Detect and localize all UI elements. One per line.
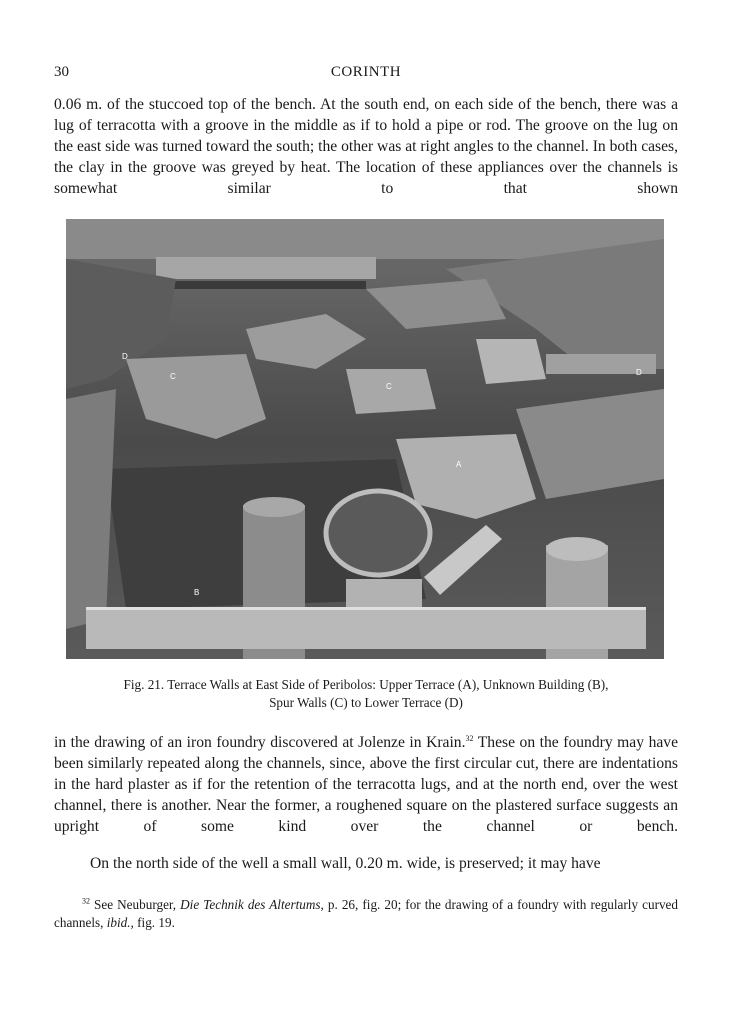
- label-a: A: [456, 460, 462, 469]
- spur-wall-c-middle: [346, 369, 436, 414]
- footnote-title-1: Die Technik des Altertums,: [180, 897, 324, 912]
- paragraph-1: 0.06 m. of the stuccoed top of the bench. At the south end, on each side of the bench, there was a lug of terracotta with a groove in the middle as if to hold a pipe or rod. The groove on the lug on the east side was turned toward the south; the other was at right angles to the channel. In both cases, the clay in the groove was greyed by heat. The location of these appliances over the channels is somewhat similar to that shown: [54, 96, 679, 197]
- paragraph-2: [54, 732, 678, 837]
- figure-caption: [54, 676, 678, 712]
- running-title: CORINTH: [330, 64, 402, 80]
- unknown-building-b: [86, 609, 646, 649]
- paragraph-2-start: in the drawing of an iron foundry discovered at Jolenze in Krain.: [54, 734, 466, 751]
- footnote: [54, 896, 678, 932]
- large-block: [476, 339, 546, 384]
- page-number: 30: [54, 64, 69, 80]
- label-b: B: [194, 588, 200, 597]
- upper-wall-course: [156, 257, 376, 279]
- label-c-left: C: [170, 372, 176, 381]
- footnote-ref: 32: [465, 733, 474, 743]
- caption-line-2: Spur Walls (C) to Lower Terrace (D): [269, 695, 463, 710]
- footnote-number: 32: [82, 896, 90, 906]
- excavation-photo: [66, 219, 664, 659]
- footnote-text-2: p. 26, fig. 20; for the drawing of a foundry with regularly curved channels,: [54, 897, 678, 930]
- paragraph-3: On the north side of the well a small wall, 0.20 m. wide, is preserved; it may have: [90, 855, 601, 872]
- circular-well: [326, 491, 430, 575]
- label-d-left: D: [122, 352, 128, 361]
- caption-line-1: Fig. 21. Terrace Walls at East Side of Peribolos: Upper Terrace (A), Unknown Building (B),: [123, 677, 609, 692]
- page-header: [54, 64, 678, 84]
- label-d-right: D: [636, 368, 642, 377]
- footnote-text-3: fig. 19.: [133, 915, 175, 930]
- paragraph-2-end: These on the foundry may have been similarly repeated along the channels, since, above the first circular cut, there are indentations in the hard plaster as if for the retention of the terracotta lugs, and at the north end, over the west channel, there is another. Near the former, a roughened square on the plastered surface suggests an upright of some kind over the channel or bench.: [54, 734, 679, 835]
- figure-photograph: [66, 219, 664, 659]
- footnote-text-1: See Neuburger,: [90, 897, 181, 912]
- label-c-middle: C: [386, 382, 392, 391]
- footnote-title-2: ibid.,: [106, 915, 134, 930]
